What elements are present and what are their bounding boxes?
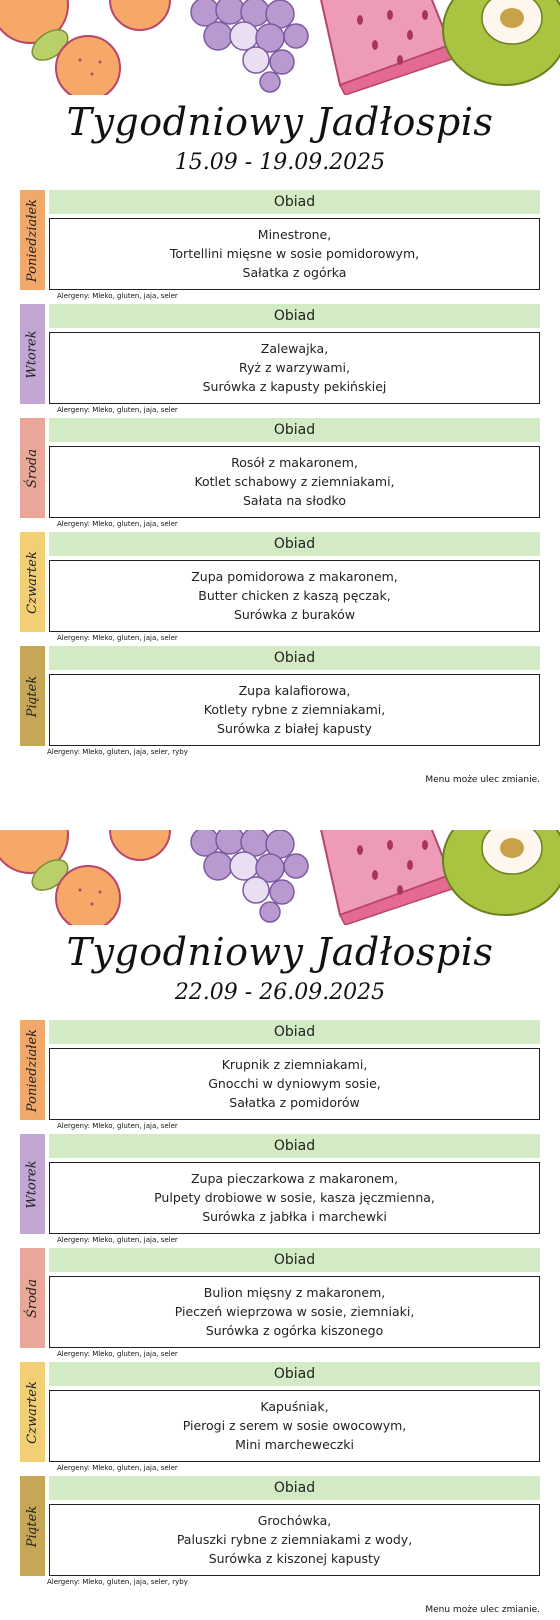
day-tab xyxy=(20,190,45,290)
meal-line: Surówka z kapusty pekińskiej xyxy=(202,379,387,394)
day-tab xyxy=(20,1020,45,1120)
meal-line: Bulion mięsny z makaronem, xyxy=(203,1285,386,1300)
day-tab xyxy=(20,1248,45,1348)
day-label: Poniedziałek xyxy=(25,198,41,282)
menu-week-1 xyxy=(0,0,560,790)
meal-header: Obiad xyxy=(49,304,540,328)
meal-line: Mini marcheweczki xyxy=(235,1437,354,1452)
day-label: Czwartek xyxy=(25,1380,40,1444)
allergens-note: Alergeny: Mleko, gluten, jaja, seler xyxy=(57,520,178,528)
kiwi-icon xyxy=(443,0,560,85)
day-monday xyxy=(20,190,540,300)
allergens-note: Alergeny: Mleko, gluten, jaja, seler xyxy=(57,634,178,642)
meal-box xyxy=(49,1504,540,1576)
watermelon-icon xyxy=(320,0,455,95)
allergens-note: Alergeny: Mleko, gluten, jaja, seler xyxy=(57,1464,178,1472)
day-tab xyxy=(20,646,45,746)
meal-line: Krupnik z ziemniakami, xyxy=(221,1057,368,1072)
meal-line: Paluszki rybne z ziemniakami z wody, xyxy=(176,1532,413,1547)
meal-header: Obiad xyxy=(49,1248,540,1272)
meal-line: Kapuśniak, xyxy=(260,1399,329,1414)
change-notice: Menu może ulec zmianie. xyxy=(425,775,540,785)
allergens-note: Alergeny: Mleko, gluten, jaja, seler xyxy=(57,292,178,300)
meal-box xyxy=(49,218,540,290)
meal-box xyxy=(49,674,540,746)
meal-line: Kotlet schabowy z ziemniakami, xyxy=(194,474,395,489)
day-friday xyxy=(20,646,540,756)
allergens-note: Alergeny: Mleko, gluten, jaja, seler xyxy=(57,1122,178,1130)
menu-week-2 xyxy=(0,830,560,1620)
fruit-banner xyxy=(0,830,560,925)
meal-line: Ryż z warzywami, xyxy=(239,360,350,375)
meal-line: Zupa kalafiorowa, xyxy=(238,683,351,698)
day-friday xyxy=(20,1476,540,1586)
meal-line: Sałata na słodko xyxy=(243,493,346,508)
date-range: 22.09 - 26.09.2025 xyxy=(174,980,386,1005)
meal-box xyxy=(49,1276,540,1348)
allergens-note: Alergeny: Mleko, gluten, jaja, seler xyxy=(57,1236,178,1244)
meal-header: Obiad xyxy=(49,190,540,214)
meal-line: Pulpety drobiowe w sosie, kasza jęczmienna, xyxy=(154,1190,435,1205)
meal-header: Obiad xyxy=(49,532,540,556)
grapes-icon xyxy=(191,0,308,92)
meal-line: Zupa pieczarkowa z makaronem, xyxy=(190,1171,398,1186)
meal-box xyxy=(49,446,540,518)
meal-line: Rosół z makaronem, xyxy=(231,455,358,470)
day-wednesday xyxy=(20,418,540,528)
day-tab xyxy=(20,1476,45,1576)
day-label: Poniedziałek xyxy=(25,1028,41,1112)
meal-line: Zupa pomidorowa z makaronem, xyxy=(191,569,398,584)
allergens-note: Alergeny: Mleko, gluten, jaja, seler, ryby xyxy=(47,748,188,756)
meal-line: Butter chicken z kaszą pęczak, xyxy=(198,588,391,603)
meal-line: Sałatka z ogórka xyxy=(242,265,347,280)
orange-icon xyxy=(0,830,170,925)
day-tuesday xyxy=(20,304,540,414)
allergens-note: Alergeny: Mleko, gluten, jaja, seler xyxy=(57,1350,178,1358)
meal-line: Gnocchi w dyniowym sosie, xyxy=(208,1076,381,1091)
meal-header: Obiad xyxy=(49,646,540,670)
date-range: 15.09 - 19.09.2025 xyxy=(174,150,386,175)
meal-box xyxy=(49,1390,540,1462)
kiwi-icon xyxy=(443,830,560,915)
meal-line: Surówka z jabłka i marchewki xyxy=(202,1209,387,1224)
change-notice: Menu może ulec zmianie. xyxy=(425,1605,540,1615)
meal-line: Sałatka z pomidorów xyxy=(229,1095,360,1110)
meal-line: Grochówka, xyxy=(257,1513,332,1528)
meal-box xyxy=(49,1048,540,1120)
meal-header: Obiad xyxy=(49,1134,540,1158)
day-monday xyxy=(20,1020,540,1130)
day-thursday xyxy=(20,1362,540,1472)
meal-box xyxy=(49,1162,540,1234)
day-label: Środa xyxy=(25,448,40,488)
meal-line: Tortellini mięsne w sosie pomidorowym, xyxy=(169,246,420,261)
day-label: Czwartek xyxy=(25,550,40,614)
fruit-banner xyxy=(0,0,560,95)
day-label: Środa xyxy=(25,1278,40,1318)
meal-line: Zalewajka, xyxy=(260,341,329,356)
meal-line: Minestrone, xyxy=(257,227,332,242)
day-wednesday xyxy=(20,1248,540,1358)
meal-box xyxy=(49,560,540,632)
day-label: Wtorek xyxy=(25,329,41,379)
orange-icon xyxy=(0,0,170,95)
meal-header: Obiad xyxy=(49,1020,540,1044)
day-tab xyxy=(20,1134,45,1234)
meal-header: Obiad xyxy=(49,1362,540,1386)
day-thursday xyxy=(20,532,540,642)
day-tab xyxy=(20,304,45,404)
meal-line: Pierogi z serem w sosie owocowym, xyxy=(182,1418,407,1433)
day-label: Piątek xyxy=(25,1505,41,1547)
day-tab xyxy=(20,418,45,518)
meal-header: Obiad xyxy=(49,1476,540,1500)
meal-line: Surówka z kiszonej kapusty xyxy=(208,1551,381,1566)
meal-box xyxy=(49,332,540,404)
day-tab xyxy=(20,532,45,632)
meal-line: Kotlety rybne z ziemniakami, xyxy=(203,702,386,717)
allergens-note: Alergeny: Mleko, gluten, jaja, seler xyxy=(57,406,178,414)
day-tuesday xyxy=(20,1134,540,1244)
meal-header: Obiad xyxy=(49,418,540,442)
grapes-icon xyxy=(191,830,308,922)
day-label: Piątek xyxy=(25,675,41,717)
meal-line: Surówka z buraków xyxy=(233,607,356,622)
allergens-note: Alergeny: Mleko, gluten, jaja, seler, ryby xyxy=(47,1578,188,1586)
day-tab xyxy=(20,1362,45,1462)
page-title: Tygodniowy Jadłospis xyxy=(66,930,494,974)
day-label: Wtorek xyxy=(25,1159,41,1209)
meal-line: Surówka z białej kapusty xyxy=(217,721,372,736)
page-title: Tygodniowy Jadłospis xyxy=(66,100,494,144)
meal-line: Pieczeń wieprzowa w sosie, ziemniaki, xyxy=(174,1304,415,1319)
meal-line: Surówka z ogórka kiszonego xyxy=(205,1323,384,1338)
watermelon-icon xyxy=(320,830,455,925)
